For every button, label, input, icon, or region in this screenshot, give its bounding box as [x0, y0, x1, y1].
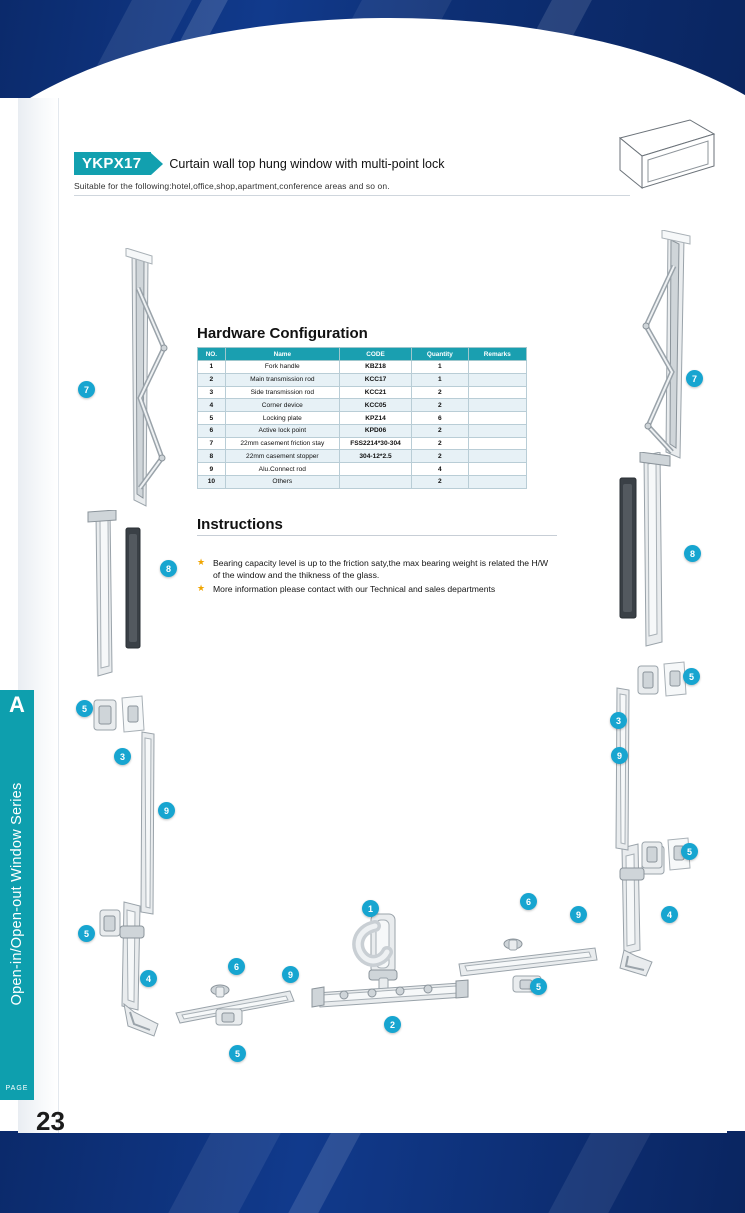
cell-no: 3	[198, 386, 226, 399]
corner-device-left	[98, 900, 178, 1045]
code-arrow-icon	[151, 153, 163, 175]
instruction-text: More information please contact with our Technical and sales departments	[213, 584, 496, 594]
side-tab-page-label: PAGE	[5, 1085, 29, 1092]
col-remarks: Remarks	[468, 348, 526, 361]
friction-stay-right-upper	[626, 230, 696, 475]
cell-code: KCC21	[339, 386, 411, 399]
casement-stopper-right	[604, 452, 674, 657]
callout-9-right: 9	[611, 747, 628, 764]
cell-remarks	[468, 373, 526, 386]
cell-remarks	[468, 412, 526, 425]
callout-5-bottom-right: 5	[530, 978, 547, 995]
band-sheen	[517, 1131, 662, 1213]
callout-6-bottom-left: 6	[228, 958, 245, 975]
table-row	[198, 463, 527, 476]
cell-quantity: 2	[412, 437, 468, 450]
cell-quantity: 2	[412, 386, 468, 399]
instruction-item	[197, 558, 557, 581]
page-title: Curtain wall top hung window with multi-point lock	[169, 156, 445, 171]
cell-quantity: 1	[412, 373, 468, 386]
cell-name: 22mm casement stopper	[225, 450, 339, 463]
col-quantity: Quantity	[412, 348, 468, 361]
table-row	[198, 386, 527, 399]
callout-3-left: 3	[114, 748, 131, 765]
table-row	[198, 399, 527, 412]
callout-2-main-rod: 2	[384, 1016, 401, 1033]
cell-code: KPD06	[339, 424, 411, 437]
cell-no: 5	[198, 412, 226, 425]
cell-quantity: 2	[412, 399, 468, 412]
callout-6-bottom-right: 6	[520, 893, 537, 910]
instructions-heading: Instructions	[197, 516, 283, 533]
cell-quantity: 1	[412, 361, 468, 374]
callout-5-left-lower: 5	[78, 925, 95, 942]
instructions-section	[197, 516, 557, 599]
cell-no: 9	[198, 463, 226, 476]
cell-no: 8	[198, 450, 226, 463]
cell-no: 10	[198, 476, 226, 489]
cell-quantity: 2	[412, 424, 468, 437]
friction-stay-left-upper	[118, 248, 178, 523]
hardware-table	[197, 347, 527, 489]
product-code: YKPX17	[74, 152, 151, 175]
product-code-row	[74, 152, 634, 175]
cell-quantity: 4	[412, 463, 468, 476]
cell-quantity: 2	[412, 450, 468, 463]
header-divider	[74, 195, 630, 196]
cell-no: 7	[198, 437, 226, 450]
cell-quantity: 2	[412, 476, 468, 489]
cell-remarks	[468, 437, 526, 450]
callout-3-right: 3	[610, 712, 627, 729]
callout-4-right: 4	[661, 906, 678, 923]
cell-no: 4	[198, 399, 226, 412]
cell-name: Side transmission rod	[225, 386, 339, 399]
callout-7-right: 7	[686, 370, 703, 387]
cell-remarks	[468, 399, 526, 412]
cell-no: 1	[198, 361, 226, 374]
cell-name: Fork handle	[225, 361, 339, 374]
instructions-list	[197, 558, 557, 596]
table-row	[198, 361, 527, 374]
cell-remarks	[468, 361, 526, 374]
callout-5-right-upper: 5	[683, 668, 700, 685]
cell-code: KCC17	[339, 373, 411, 386]
cell-name: Locking plate	[225, 412, 339, 425]
page-subtitle: Suitable for the following:hotel,office,shop,apartment,conference areas and so on.	[74, 181, 390, 191]
cell-name: Others	[225, 476, 339, 489]
col-no: NO.	[198, 348, 226, 361]
table-row	[198, 437, 527, 450]
table-row	[198, 450, 527, 463]
col-code: CODE	[339, 348, 411, 361]
table-row	[198, 412, 527, 425]
cell-remarks	[468, 476, 526, 489]
table-row	[198, 373, 527, 386]
cell-code: KCC05	[339, 399, 411, 412]
cell-remarks	[468, 463, 526, 476]
cell-no: 2	[198, 373, 226, 386]
cell-remarks	[468, 386, 526, 399]
page-header	[74, 152, 634, 196]
cell-code: KPZ14	[339, 412, 411, 425]
callout-5-right-lower: 5	[681, 843, 698, 860]
bottom-decorative-band	[0, 1131, 745, 1213]
cell-code: FSS2214*30-304	[339, 437, 411, 450]
cell-remarks	[468, 424, 526, 437]
side-tab-label: Open-in/Open-out Window Series	[9, 782, 25, 1006]
callout-9-bottom-left: 9	[282, 966, 299, 983]
callout-5-left-upper: 5	[76, 700, 93, 717]
callout-8-left: 8	[160, 560, 177, 577]
table-header-row	[198, 348, 527, 361]
table-row	[198, 476, 527, 489]
locking-plate-right-upper	[636, 660, 692, 711]
cell-name: Active lock point	[225, 424, 339, 437]
cell-code: KBZ18	[339, 361, 411, 374]
cell-quantity: 6	[412, 412, 468, 425]
star-icon: ★	[197, 583, 206, 593]
callout-9-bottom-right: 9	[570, 906, 587, 923]
instruction-text: Bearing capacity level is up to the friction saty,the max bearing weight is related the H/W of the window and the thikness of the glass.	[213, 558, 549, 580]
series-side-tab	[0, 690, 34, 1100]
callout-5-bottom-left: 5	[229, 1045, 246, 1062]
window-sketch-icon	[612, 116, 722, 196]
callout-8-right: 8	[684, 545, 701, 562]
cell-code	[339, 463, 411, 476]
instructions-divider	[197, 535, 557, 536]
cell-code	[339, 476, 411, 489]
band-sheen	[137, 1131, 292, 1213]
hardware-configuration	[197, 325, 527, 489]
cell-name: Corner device	[225, 399, 339, 412]
connect-rod-bottom-right	[455, 920, 605, 1005]
cell-no: 6	[198, 424, 226, 437]
instruction-item	[197, 584, 557, 596]
top-decorative-band	[0, 0, 745, 98]
hardware-heading: Hardware Configuration	[197, 325, 368, 342]
cell-name: 22mm casement friction stay	[225, 437, 339, 450]
side-tab-letter: A	[9, 692, 25, 717]
casement-stopper-left	[86, 510, 156, 685]
callout-7-left: 7	[78, 381, 95, 398]
col-name: Name	[225, 348, 339, 361]
callout-4-left: 4	[140, 970, 157, 987]
table-row	[198, 424, 527, 437]
callout-9-left: 9	[158, 802, 175, 819]
cell-name: Main transmission rod	[225, 373, 339, 386]
cell-name: Alu.Connect rod	[225, 463, 339, 476]
cell-code: 304-12*2.5	[339, 450, 411, 463]
cell-remarks	[468, 450, 526, 463]
page-number: 23	[36, 1106, 65, 1136]
side-transmission-rod-left	[136, 730, 160, 925]
star-icon: ★	[197, 557, 206, 567]
callout-1-handle: 1	[362, 900, 379, 917]
